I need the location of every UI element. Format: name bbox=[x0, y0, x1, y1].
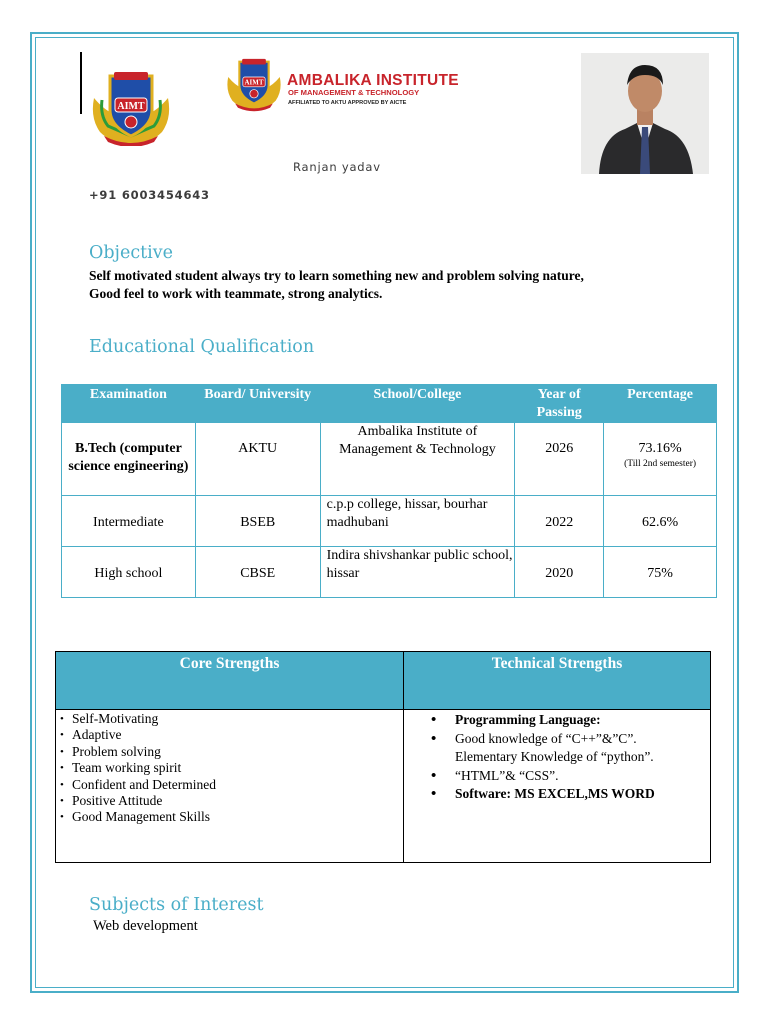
college-crest-small-logo bbox=[224, 55, 284, 113]
institute-affiliation: AFFILIATED TO AKTU APPROVED BY AICTE bbox=[288, 100, 407, 106]
interests-heading: Subjects of Interest bbox=[89, 895, 264, 915]
objective-line: Good feel to work with teammate, strong analytics. bbox=[89, 286, 383, 301]
list-item: • Adaptive bbox=[56, 727, 403, 743]
list-item: • Positive Attitude bbox=[56, 793, 403, 809]
table-header-row bbox=[62, 385, 717, 423]
year-cell: 2022 bbox=[515, 496, 604, 547]
interests-text: Web development bbox=[93, 918, 198, 934]
board-cell: AKTU bbox=[195, 423, 320, 496]
list-item: • “HTML”& “CSS”. bbox=[428, 767, 710, 786]
core-strengths-heading: Core Strengths bbox=[56, 652, 404, 710]
svg-text:AIMT: AIMT bbox=[117, 101, 145, 112]
technical-strengths-cell bbox=[404, 710, 711, 863]
percentage-note: (Till 2nd semester) bbox=[624, 459, 697, 469]
header-divider bbox=[80, 52, 82, 114]
column-header-year: Year of Passing bbox=[515, 385, 604, 423]
year-cell: 2020 bbox=[515, 547, 604, 598]
column-header-board: Board/ University bbox=[195, 385, 320, 423]
list-item: • Self-Motivating bbox=[56, 711, 403, 727]
percentage-cell: 62.6% bbox=[604, 496, 717, 547]
core-strengths-cell bbox=[56, 710, 404, 863]
table-row bbox=[62, 496, 717, 547]
list-item: • Programming Language: bbox=[428, 711, 710, 730]
board-cell: CBSE bbox=[195, 547, 320, 598]
profile-photo bbox=[581, 53, 709, 174]
school-cell: Indira shivshankar public school, hissar bbox=[320, 547, 515, 598]
column-header-percentage: Percentage bbox=[604, 385, 717, 423]
list-item: • Team working spirit bbox=[56, 760, 403, 776]
education-table bbox=[61, 384, 717, 598]
board-cell: BSEB bbox=[195, 496, 320, 547]
year-cell: 2026 bbox=[515, 423, 604, 496]
candidate-phone: +91 6003454643 bbox=[89, 188, 210, 202]
percentage-cell bbox=[604, 423, 717, 496]
strengths-header-row bbox=[56, 652, 711, 710]
svg-text:AIMT: AIMT bbox=[244, 78, 264, 87]
percentage-cell: 75% bbox=[604, 547, 717, 598]
core-strengths-list bbox=[56, 710, 403, 826]
strengths-table bbox=[55, 651, 711, 863]
candidate-name: Ranjan yadav bbox=[293, 160, 381, 174]
list-item: • Confident and Determined bbox=[56, 777, 403, 793]
technical-strengths-list bbox=[404, 710, 710, 804]
list-item: • Good knowledge of “C++”&”C”. bbox=[428, 730, 710, 749]
percentage-value: 73.16% bbox=[638, 441, 682, 456]
list-item: • Good Management Skills bbox=[56, 809, 403, 825]
school-cell: Ambalika Institute of Management & Technology bbox=[320, 423, 515, 496]
strengths-body-row bbox=[56, 710, 711, 863]
school-cell: c.p.p college, hissar, bourhar madhubani bbox=[320, 496, 515, 547]
objective-text bbox=[89, 267, 689, 303]
exam-cell: High school bbox=[62, 547, 196, 598]
exam-cell: B.Tech (computer science engineering) bbox=[62, 423, 196, 496]
column-header-school: School/College bbox=[320, 385, 515, 423]
objective-heading: Objective bbox=[89, 243, 174, 263]
column-header-examination: Examination bbox=[62, 385, 196, 423]
table-row bbox=[62, 423, 717, 496]
list-item: Elementary Knowledge of “python”. bbox=[455, 749, 654, 765]
objective-line: Self motivated student always try to learn something new and problem solving nature, bbox=[89, 268, 584, 283]
technical-strengths-heading: Technical Strengths bbox=[404, 652, 711, 710]
college-crest-logo bbox=[88, 70, 174, 146]
education-heading: Educational Qualification bbox=[89, 337, 315, 357]
list-item: • Software: MS EXCEL,MS WORD bbox=[428, 785, 710, 804]
table-row bbox=[62, 547, 717, 598]
exam-cell: Intermediate bbox=[62, 496, 196, 547]
institute-subtitle: OF MANAGEMENT & TECHNOLOGY bbox=[288, 88, 420, 97]
institute-name: AMBALIKA INSTITUTE bbox=[287, 72, 459, 89]
list-item: • Problem solving bbox=[56, 744, 403, 760]
